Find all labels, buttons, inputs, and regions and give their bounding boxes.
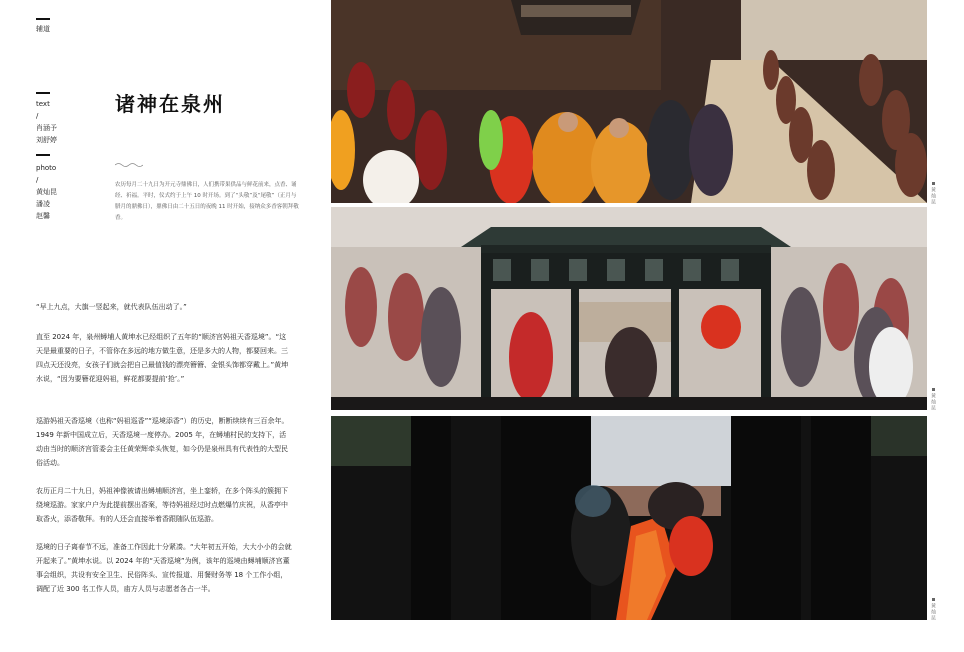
section-rule — [36, 18, 50, 20]
article-title: 诸神在泉州 — [115, 92, 225, 116]
photo-credit-name: 黄灿昆 — [930, 603, 936, 621]
body-paragraph: 巡境的日子离春节不远，准备工作因此十分紧凑。“大年初五开始，大大小小的会就开起来了。”黄坤水说。以 2024 年的“天香巡境”为例，该年的巡境由蟳埔顺济宫董事会组织，共设有安全卫生、民俗阵头、宣传报道、用餐财务等 18 个工作小组，调配了近 300 名工作人员，庙方人员与志愿者各占一半。 — [36, 543, 292, 593]
photo-credit-name: 黄灿昆 — [930, 393, 936, 411]
slash: / — [36, 112, 39, 120]
body-paragraph: 巡游妈祖天香巡境（也称“妈祖巡香”“巡境添香”）的历史，断断续续有三百余年。1949 年新中国成立后，天香巡境一度停办。2005 年，在蟳埔村民的支持下，活动由当时的顺济宫管委会主任黄荣辉牵头恢复，如今仍是泉州具有代表性的大型民俗活动。 — [36, 417, 289, 467]
author-name: 刘舒婷 — [36, 136, 57, 144]
photo-incense-burner — [331, 207, 927, 410]
photo-credit — [930, 388, 937, 411]
byline — [36, 98, 57, 146]
text-label: text — [36, 100, 50, 108]
photo-monk-procession — [331, 0, 927, 203]
credit-dot-icon — [932, 182, 935, 185]
photo-credit-name: 黄灿昆 — [930, 187, 936, 205]
slash: / — [36, 176, 39, 184]
photo-credit — [930, 182, 937, 205]
wave-ornament — [115, 162, 143, 168]
body-paragraph: 直至 2024 年，泉州蟳埔人黄坤水已经组织了五年的“顺济宫妈祖天香巡境”。“这天是最重要的日子，不管你在多远的地方做生意，还是多大的人物，都要回来。三四点天还没亮，女孩子们就会把自己最值钱的漂亮簪簪、金银头饰都穿戴上。”黄坤水说，“因为要簪花迎妈祖，鲜花都要提前‘抢’。” — [36, 333, 289, 383]
body-paragraph: “早上九点，大旗一竖起来，就代表队伍出动了。” — [36, 303, 187, 311]
lede-paragraph: 农历每月二十九日为开元寺鼎佛日，人们携带果供品与鲜花前来，点香、诵经、祈福。平时，仪式约于上午 10 时开场。到了“头敬”及“尾敬”（正月与腊月的鼎佛日），鼎佛日由二十五日的夜晚 11 时开始，接纳众多香客朝拜敬香。 — [115, 182, 299, 221]
photo-credits-rule — [36, 154, 50, 156]
author-name: 肖涵予 — [36, 124, 57, 132]
credit-dot-icon — [932, 388, 935, 391]
photo-byline — [36, 162, 57, 222]
photographer-name: 黄灿昆 — [36, 188, 57, 196]
text-column — [0, 0, 330, 652]
credits-rule — [36, 92, 50, 94]
section-tag: 辅道 — [36, 25, 50, 33]
photo-label: photo — [36, 164, 57, 172]
photo-credit — [930, 598, 937, 621]
credit-dot-icon — [932, 598, 935, 601]
photographer-name: 潘凌 — [36, 200, 50, 208]
photo-red-talisman — [331, 416, 927, 620]
body-paragraph: 农历正月二十九日，妈祖神像被请出蟳埔顺济宫，坐上銮轿，在多个阵头的簇拥下绕境巡游。家家户户为此提前摆出香案，等待妈祖经过时点燃爆竹庆祝，从香亭中取香火，添香敬拜。有的人还会直接举着香跟随队伍巡游。 — [36, 487, 288, 523]
photographer-name: 赵馨 — [36, 212, 50, 220]
